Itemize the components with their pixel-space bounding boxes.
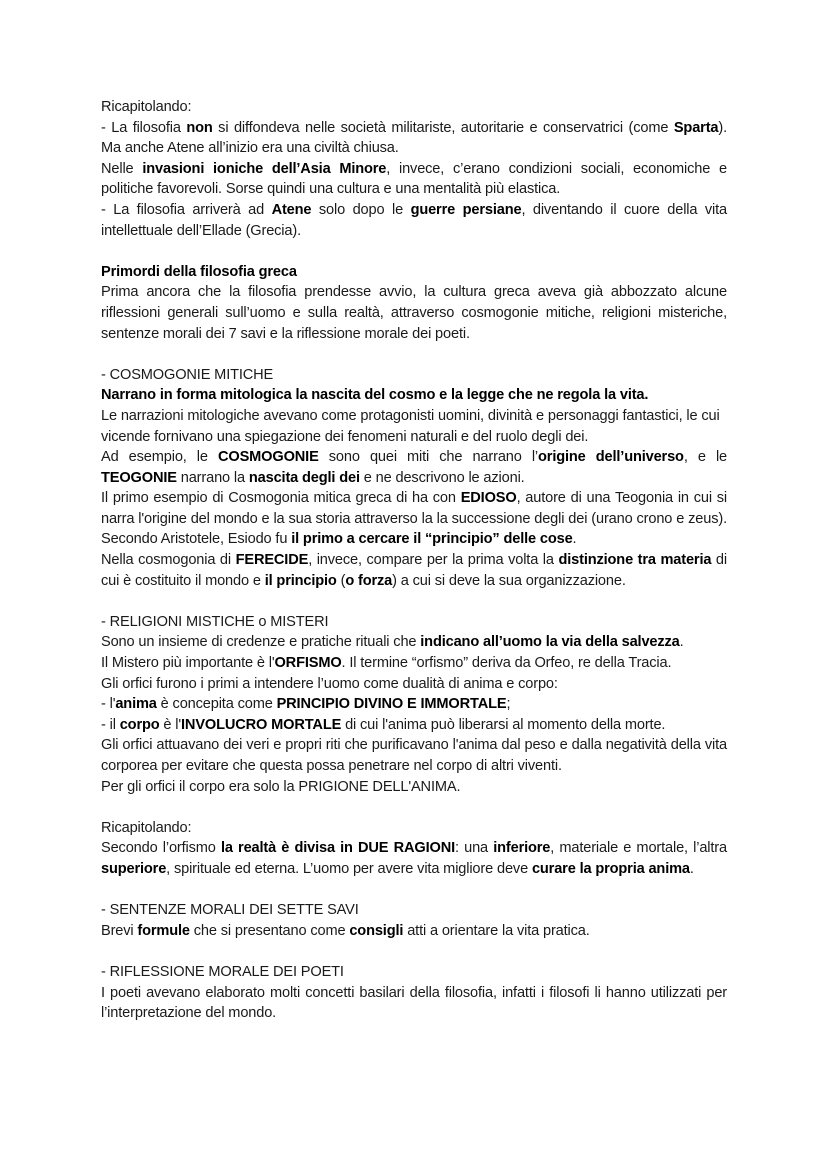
recap-title: Ricapitolando:: [101, 819, 192, 836]
religioni-p2: Il Mistero più importante è l'ORFISMO. Il termine “orfismo” deriva da Orfeo, re della Tracia.: [101, 655, 672, 672]
poeti-body: I poeti avevano elaborato molti concetti basilari della filosofia, infatti i filosofi li hanno utilizzati per l’interpretazione del mondo.: [101, 984, 727, 1022]
poeti-section: [101, 962, 727, 1024]
section-heading: Primordi della filosofia greca: [101, 263, 297, 280]
recap-point-ionia: Nelle invasioni ioniche dell’Asia Minore, invece, c’erano condizioni sociali, economiche e politiche favorevoli. Sorse quindi una cultura e una mentalità più elastica.: [101, 160, 727, 198]
cosmogonie-p2: Ad esempio, le COSMOGONIE sono quei miti che narrano l’origine dell’universo, e le TEOGONIE narrano la nascita degli dei e ne descrivono le azioni.: [101, 449, 727, 486]
recap-section-2: [101, 818, 727, 880]
religioni-p6: Gli orfici attuavano dei veri e propri riti che purificavano l'anima dal peso e dalla negatività della vita corporea per evitare che questa possa penetrare nel corpo di altri viventi.: [101, 737, 727, 774]
recap-orfismo: Secondo l’orfismo la realtà è divisa in DUE RAGIONI: una inferiore, materiale e mortale, l’altra superiore, spirituale ed eterna. L’uomo per avere vita migliore deve curare la propria anima.: [101, 840, 727, 877]
section-heading: - RELIGIONI MISTICHE o MISTERI: [101, 613, 329, 630]
religioni-p7: Per gli orfici il corpo era solo la PRIGIONE DELL'ANIMA.: [101, 778, 461, 795]
cosmogonie-p3: Il primo esempio di Cosmogonia mitica greca di ha con EDIOSO, autore di una Teogonia in cui si narra l'origine del mondo e la sua storia attraverso la la successione degli dei (urano crono e zeus). Secondo Aristotele, Esiodo fu il primo a cercare il “principio” delle cose.: [101, 490, 727, 548]
primordi-section: [101, 262, 727, 344]
document-page: [101, 97, 727, 1024]
section-heading: - SENTENZE MORALI DEI SETTE SAVI: [101, 902, 359, 919]
recap-point-sparta: - La filosofia non si diffondeva nelle società militariste, autoritarie e conservatrici (come Sparta). Ma anche Atene all’inizio era una civiltà chiusa.: [101, 119, 727, 157]
recap-section-1: [101, 97, 727, 241]
spacer: [101, 941, 727, 962]
spacer: [101, 880, 727, 901]
religioni-section: [101, 612, 727, 797]
sentenze-section: [101, 900, 727, 941]
religioni-anima: - l'anima è concepita come PRINCIPIO DIVINO E IMMORTALE;: [101, 696, 511, 713]
section-heading: - COSMOGONIE MITICHE: [101, 366, 274, 383]
recap-title: Ricapitolando:: [101, 99, 192, 115]
spacer: [101, 241, 727, 262]
cosmogonie-lead: Narrano in forma mitologica la nascita del cosmo e la legge che ne regola la vita.: [101, 387, 649, 404]
religioni-corpo: - il corpo è l'INVOLUCRO MORTALE di cui l'anima può liberarsi al momento della morte.: [101, 716, 666, 733]
section-heading: - RIFLESSIONE MORALE DEI POETI: [101, 963, 344, 980]
primordi-body: Prima ancora che la filosofia prendesse avvio, la cultura greca aveva già abbozzato alcune riflessioni generali sull’uomo e sulla realtà, attraverso cosmogonie mitiche, religioni misteriche, sentenze morali dei 7 savi e la riflessione morale dei poeti.: [101, 284, 727, 342]
religioni-p3: Gli orfici furono i primi a intendere l’uomo come dualità di anima e corpo:: [101, 675, 558, 692]
cosmogonie-section: [101, 365, 727, 592]
spacer: [101, 591, 727, 612]
recap-point-atene: - La filosofia arriverà ad Atene solo dopo le guerre persiane, diventando il cuore della vita intellettuale dell’Ellade (Grecia).: [101, 201, 727, 239]
cosmogonie-p4: Nella cosmogonia di FERECIDE, invece, compare per la prima volta la distinzione tra materia di cui è costituito il mondo e il principio (o forza) a cui si deve la sua organizzazione.: [101, 552, 727, 589]
spacer: [101, 797, 727, 818]
religioni-p1: Sono un insieme di credenze e pratiche rituali che indicano all’uomo la via della salvezza.: [101, 634, 684, 651]
cosmogonie-p1: Le narrazioni mitologiche avevano come protagonisti uomini, divinità e personaggi fantastici, le cui vicende fornivano una spiegazione dei fenomeni naturali e del ruolo degli dei.: [101, 407, 720, 445]
spacer: [101, 344, 727, 365]
sentenze-body: Brevi formule che si presentano come consigli atti a orientare la vita pratica.: [101, 922, 590, 939]
